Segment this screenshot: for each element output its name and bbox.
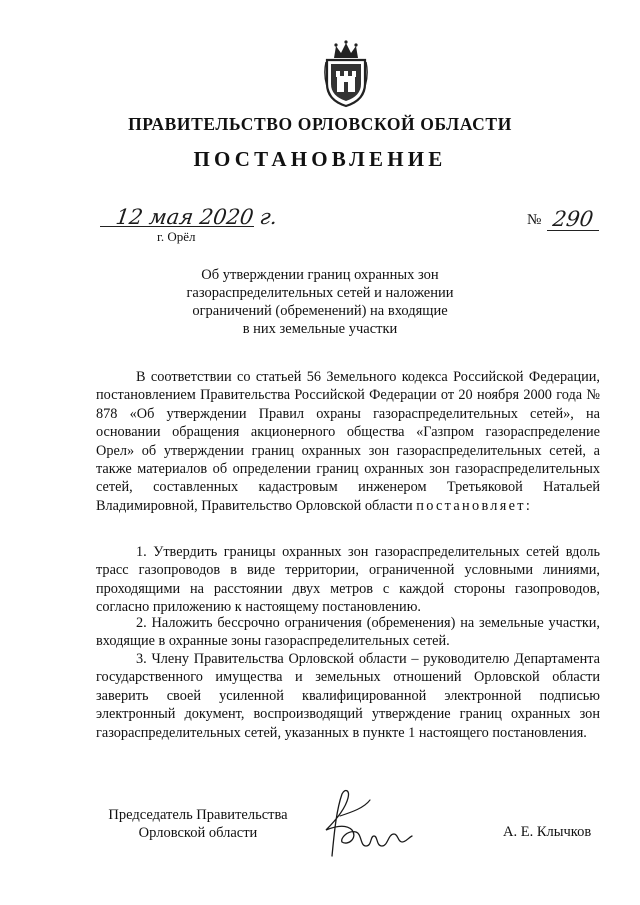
- number-underline: [547, 230, 599, 231]
- subject-line: Об утверждении границ охранных зон: [201, 267, 439, 283]
- subject-line: ограничений (обременений) на входящие: [192, 303, 448, 319]
- coat-of-arms-icon: [322, 40, 370, 108]
- intro-text: В соответствии со статьей 56 Земельного кодекса Российской Федерации, постановлением Правительства Российской Федерации от 20 ноября 2000 года № 878 «Об утверждении Правил охраны газораспределительных сетей», на основании обращения акционерного общества «Газпром газораспределение Орел» об утверждении границ охранных зон газораспределительных сетей, а также материалов об определении границ охранных зон газораспределительных сетей, составленных кадастровым инженером Третьяковой Натальей Владимировной, Правительство Орловской области: [96, 369, 600, 514]
- signatory-position: [98, 806, 298, 842]
- signatory-name: А. Е. Клычков: [503, 824, 592, 840]
- decree-word: постановляет:: [416, 497, 533, 514]
- document-subject: [170, 266, 470, 338]
- subject-line: в них земельные участки: [242, 321, 398, 337]
- document-city: г. Орёл: [157, 229, 196, 244]
- document-type-title: ПОСТАНОВЛЕНИЕ: [193, 147, 447, 171]
- decree-point-3: 3. Члену Правительства Орловской области – руководителю Департамента государственного имущества и земельных отношений Орловской области заверить своей усиленной квалифицированной электронной подписью электронный документ, воспроизводящий утверждение границ охранных зон газораспределительных сетей, указанных в пункте 1 настоящего постановления.: [96, 651, 600, 741]
- document-date: 12 мая 2020 г.: [114, 205, 280, 229]
- handwritten-signature: [312, 786, 416, 862]
- subject-line: газораспределительных сетей и наложении: [186, 285, 454, 301]
- position-line: Председатель Правительства: [108, 807, 288, 823]
- document-number: 290: [551, 207, 595, 231]
- number-label: №: [527, 212, 542, 228]
- organization-title: ПРАВИТЕЛЬСТВО ОРЛОВСКОЙ ОБЛАСТИ: [128, 114, 512, 134]
- intro-paragraph: [96, 368, 600, 515]
- date-underline: [100, 226, 254, 227]
- position-line: Орловской области: [138, 825, 258, 841]
- decree-point-2: 2. Наложить бессрочно ограничения (обременения) на земельные участки, входящие в охранные зоны газораспределительных сетей.: [96, 615, 600, 650]
- decree-point-1: 1. Утвердить границы охранных зон газораспределительных сетей вдоль трасс газопроводов в виде территории, ограниченной условными линиями, проходящими на расстоянии двух метров с каждой стороны газопроводов, согласно приложению к настоящему постановлению.: [96, 544, 600, 616]
